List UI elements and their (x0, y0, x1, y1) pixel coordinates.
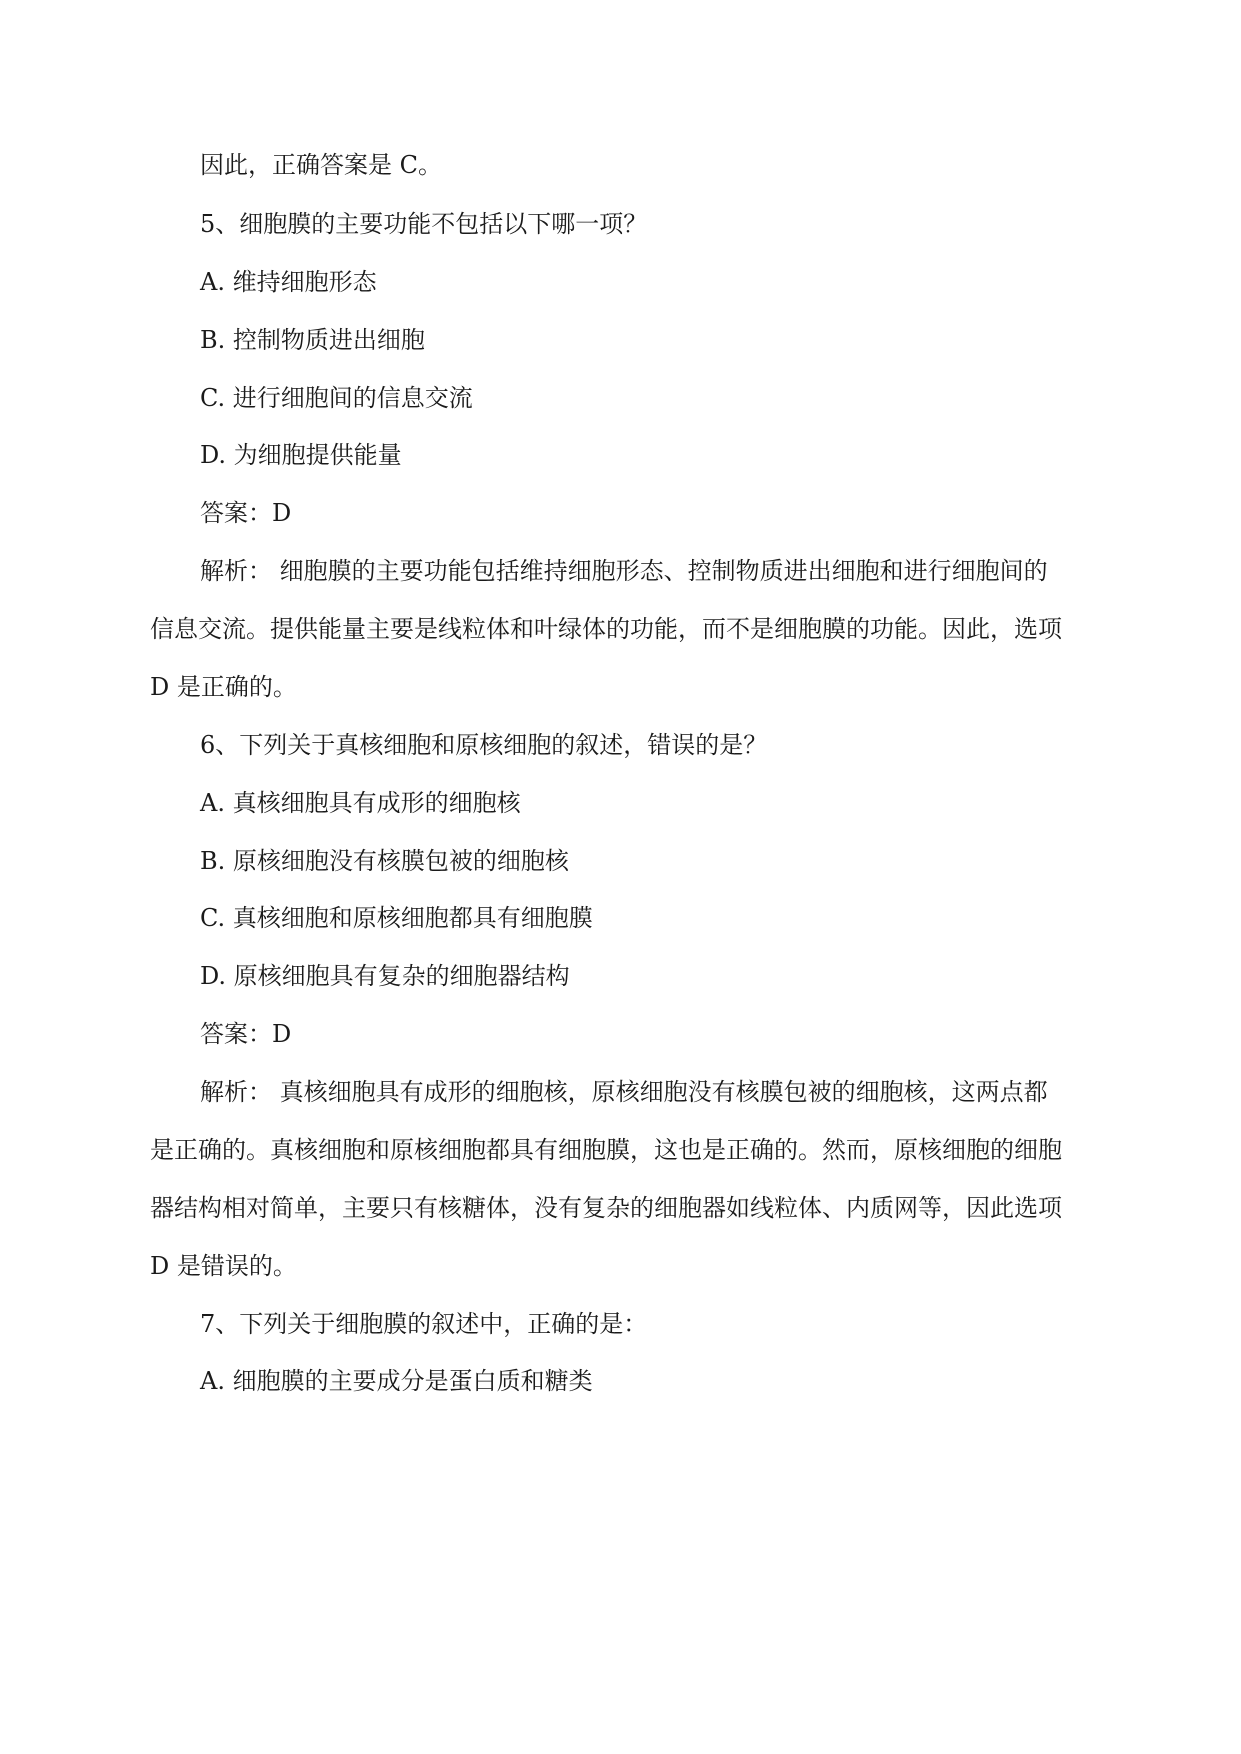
q5-explanation-line-1: 解析： 细胞膜的主要功能包括维持细胞形态、控制物质进出细胞和进行细胞间的 (200, 557, 1048, 585)
q5-option-a: A. 维持细胞形态 (200, 268, 377, 296)
q6-answer: 答案：D (200, 1020, 292, 1048)
q5-option-b: B. 控制物质进出细胞 (200, 326, 425, 354)
q6-option-c: C. 真核细胞和原核细胞都具有细胞膜 (200, 904, 593, 932)
q5-explanation-line-3: D 是正确的。 (150, 673, 297, 701)
q7-option-a: A. 细胞膜的主要成分是蛋白质和糖类 (200, 1367, 593, 1395)
q5-answer: 答案：D (200, 499, 292, 527)
q6-explanation-line-1: 解析： 真核细胞具有成形的细胞核，原核细胞没有核膜包被的细胞核，这两点都 (200, 1078, 1048, 1106)
question-7: 7、下列关于细胞膜的叙述中，正确的是： (200, 1310, 648, 1338)
conclusion-line: 因此，正确答案是 C。 (200, 151, 442, 179)
q6-option-d: D. 原核细胞具有复杂的细胞器结构 (200, 962, 570, 990)
question-5: 5、细胞膜的主要功能不包括以下哪一项？ (200, 210, 648, 238)
q6-option-a: A. 真核细胞具有成形的细胞核 (200, 789, 521, 817)
q5-option-d: D. 为细胞提供能量 (200, 441, 402, 469)
q6-explanation-line-4: D 是错误的。 (150, 1252, 297, 1280)
q6-option-b: B. 原核细胞没有核膜包被的细胞核 (200, 847, 569, 875)
q6-explanation-line-2: 是正确的。真核细胞和原核细胞都具有细胞膜，这也是正确的。然而，原核细胞的细胞 (150, 1136, 1062, 1164)
q5-option-c: C. 进行细胞间的信息交流 (200, 384, 473, 412)
question-6: 6、下列关于真核细胞和原核细胞的叙述，错误的是？ (200, 731, 768, 759)
q5-explanation-line-2: 信息交流。提供能量主要是线粒体和叶绿体的功能，而不是细胞膜的功能。因此，选项 (150, 615, 1062, 643)
q6-explanation-line-3: 器结构相对简单，主要只有核糖体，没有复杂的细胞器如线粒体、内质网等，因此选项 (150, 1194, 1062, 1222)
